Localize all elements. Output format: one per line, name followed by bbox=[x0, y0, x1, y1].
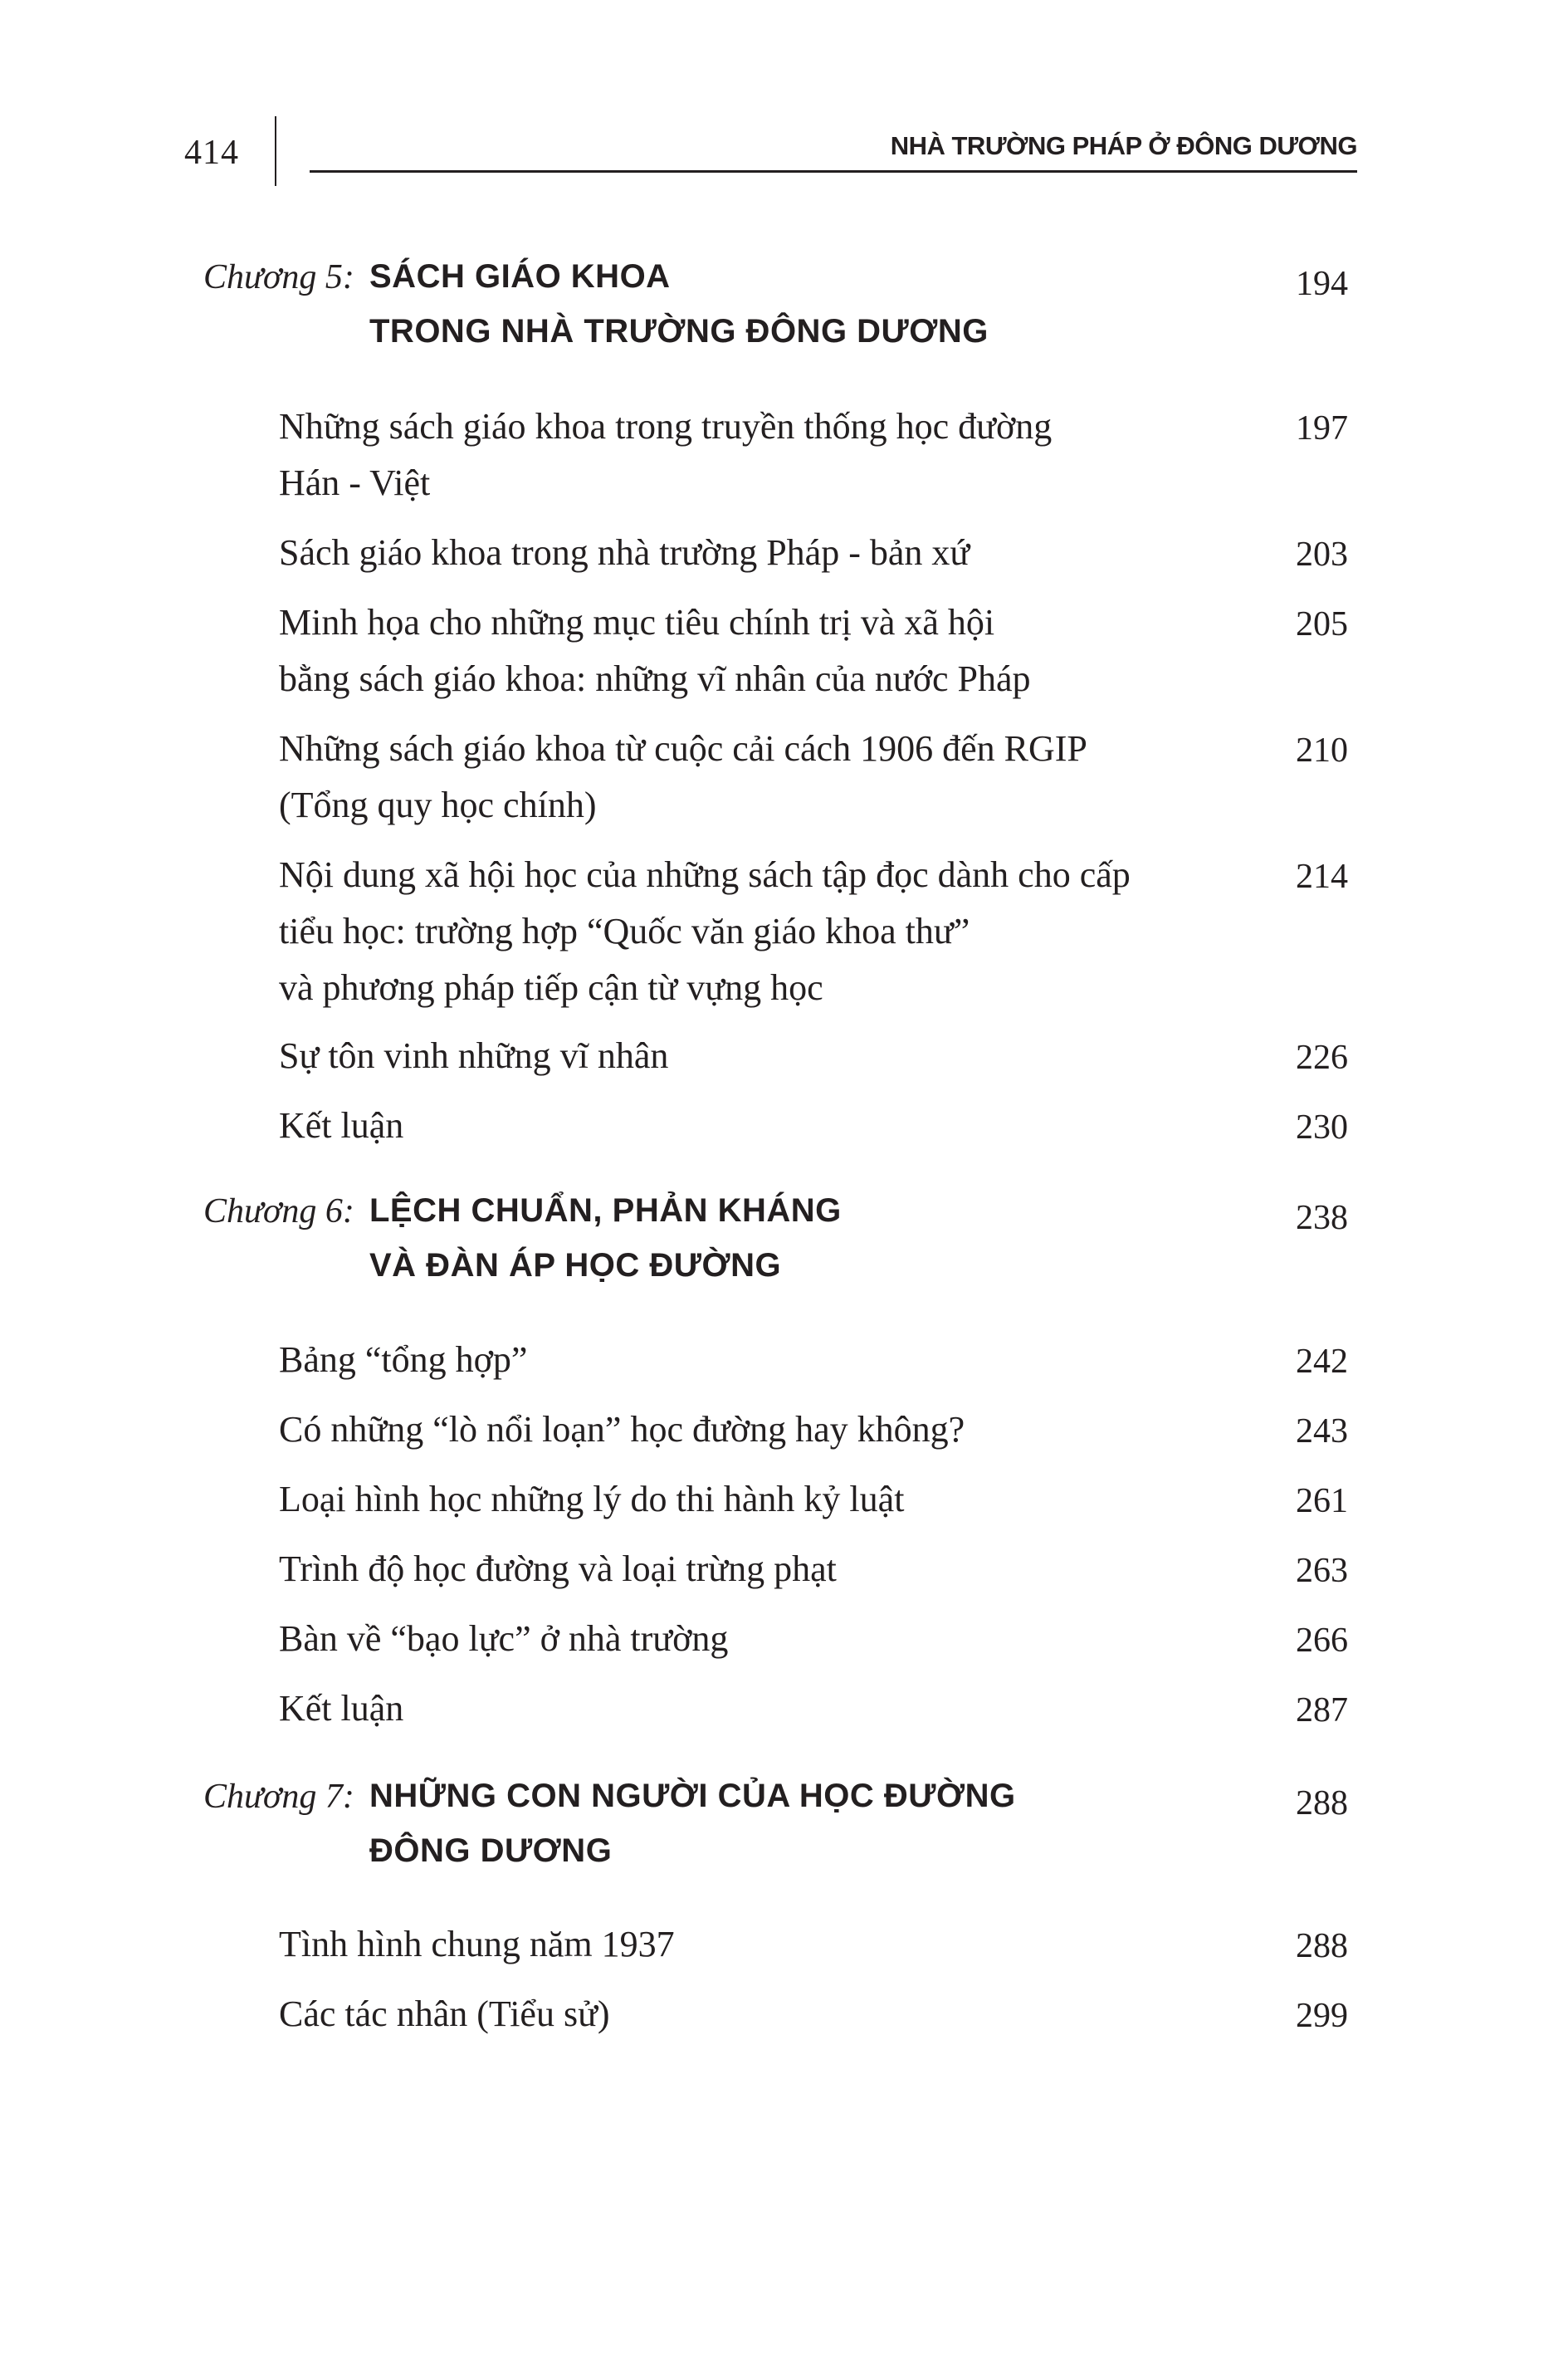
chapter-title-line: SÁCH GIÁO KHOA bbox=[369, 258, 671, 295]
chapter-label: Chương 6: bbox=[203, 1192, 354, 1230]
chapter-title bbox=[369, 1768, 1199, 1878]
entry-title bbox=[279, 1986, 1209, 2042]
entry-title bbox=[279, 1028, 1209, 1084]
entry-line: Minh họa cho những mục tiêu chính trị và xã hội bbox=[279, 602, 995, 643]
chapter-page: 194 bbox=[1296, 265, 1348, 303]
entry-page: 230 bbox=[1296, 1108, 1348, 1147]
entry-page: 287 bbox=[1296, 1691, 1348, 1729]
entry-line: Tình hình chung năm 1937 bbox=[279, 1924, 675, 1964]
entry-line: Hán - Việt bbox=[279, 462, 431, 503]
entry-title bbox=[279, 1471, 1209, 1528]
entry-line: Trình độ học đường và loại trừng phạt bbox=[279, 1548, 837, 1589]
chapter-label: Chương 5: bbox=[203, 258, 354, 296]
entry-line: Những sách giáo khoa trong truyền thống học đường bbox=[279, 406, 1053, 447]
entry-line: tiểu học: trường hợp “Quốc văn giáo khoa thư” bbox=[279, 911, 970, 951]
entry-page: 226 bbox=[1296, 1039, 1348, 1077]
chapter-title bbox=[369, 249, 1199, 359]
entry-page: 299 bbox=[1296, 1997, 1348, 2035]
entry-title bbox=[279, 847, 1209, 1016]
entry-title bbox=[279, 1916, 1209, 1973]
entry-page: 210 bbox=[1296, 731, 1348, 770]
entry-page: 263 bbox=[1296, 1552, 1348, 1590]
entry-line: (Tổng quy học chính) bbox=[279, 785, 597, 825]
entry-title bbox=[279, 1402, 1209, 1458]
entry-line: Bàn về “bạo lực” ở nhà trường bbox=[279, 1618, 729, 1659]
chapter-title-line: LỆCH CHUẨN, PHẢN KHÁNG bbox=[369, 1192, 842, 1229]
page-number: 414 bbox=[184, 134, 239, 172]
chapter-label: Chương 7: bbox=[203, 1778, 354, 1816]
entry-line: Sự tôn vinh những vĩ nhân bbox=[279, 1035, 669, 1076]
entry-page: 205 bbox=[1296, 605, 1348, 643]
entry-line: Bảng “tổng hợp” bbox=[279, 1339, 528, 1380]
entry-page: 266 bbox=[1296, 1622, 1348, 1660]
chapter-page: 288 bbox=[1296, 1784, 1348, 1822]
chapter-page: 238 bbox=[1296, 1199, 1348, 1237]
chapter-title-line: NHỮNG CON NGƯỜI CỦA HỌC ĐƯỜNG bbox=[369, 1778, 1016, 1814]
chapter-title-line: ĐÔNG DƯƠNG bbox=[369, 1832, 613, 1869]
entry-line: Sách giáo khoa trong nhà trường Pháp - bản xứ bbox=[279, 532, 970, 573]
entry-title bbox=[279, 525, 1209, 581]
running-title: NHÀ TRƯỜNG PHÁP Ở ĐÔNG DƯƠNG bbox=[890, 131, 1357, 160]
entry-page: 197 bbox=[1296, 409, 1348, 448]
entry-line: Loại hình học những lý do thi hành kỷ luật bbox=[279, 1479, 905, 1519]
entry-line: bằng sách giáo khoa: những vĩ nhân của nước Pháp bbox=[279, 658, 1031, 699]
entry-page: 203 bbox=[1296, 536, 1348, 574]
chapter-title bbox=[369, 1183, 1199, 1293]
entry-title bbox=[279, 721, 1209, 834]
entry-title bbox=[279, 1611, 1209, 1667]
entry-title bbox=[279, 1098, 1209, 1154]
entry-line: và phương pháp tiếp cận từ vựng học bbox=[279, 967, 823, 1008]
entry-line: Nội dung xã hội học của những sách tập đọc dành cho cấp bbox=[279, 854, 1131, 895]
entry-line: Kết luận bbox=[279, 1105, 404, 1146]
entry-line: Kết luận bbox=[279, 1688, 404, 1729]
entry-title bbox=[279, 399, 1209, 511]
entry-page: 261 bbox=[1296, 1482, 1348, 1520]
chapter-title-line: TRONG NHÀ TRƯỜNG ĐÔNG DƯƠNG bbox=[369, 313, 989, 350]
entry-title bbox=[279, 1541, 1209, 1597]
entry-title bbox=[279, 594, 1209, 707]
entry-page: 243 bbox=[1296, 1412, 1348, 1450]
entry-line: Những sách giáo khoa từ cuộc cải cách 1906 đến RGIP bbox=[279, 728, 1087, 769]
entry-page: 288 bbox=[1296, 1927, 1348, 1965]
entry-title bbox=[279, 1680, 1209, 1737]
entry-line: Có những “lò nổi loạn” học đường hay không? bbox=[279, 1409, 965, 1450]
entry-line: Các tác nhân (Tiểu sử) bbox=[279, 1993, 610, 2034]
entry-title bbox=[279, 1332, 1209, 1388]
chapter-title-line: VÀ ĐÀN ÁP HỌC ĐƯỜNG bbox=[369, 1247, 782, 1284]
entry-page: 242 bbox=[1296, 1343, 1348, 1381]
entry-page: 214 bbox=[1296, 858, 1348, 896]
